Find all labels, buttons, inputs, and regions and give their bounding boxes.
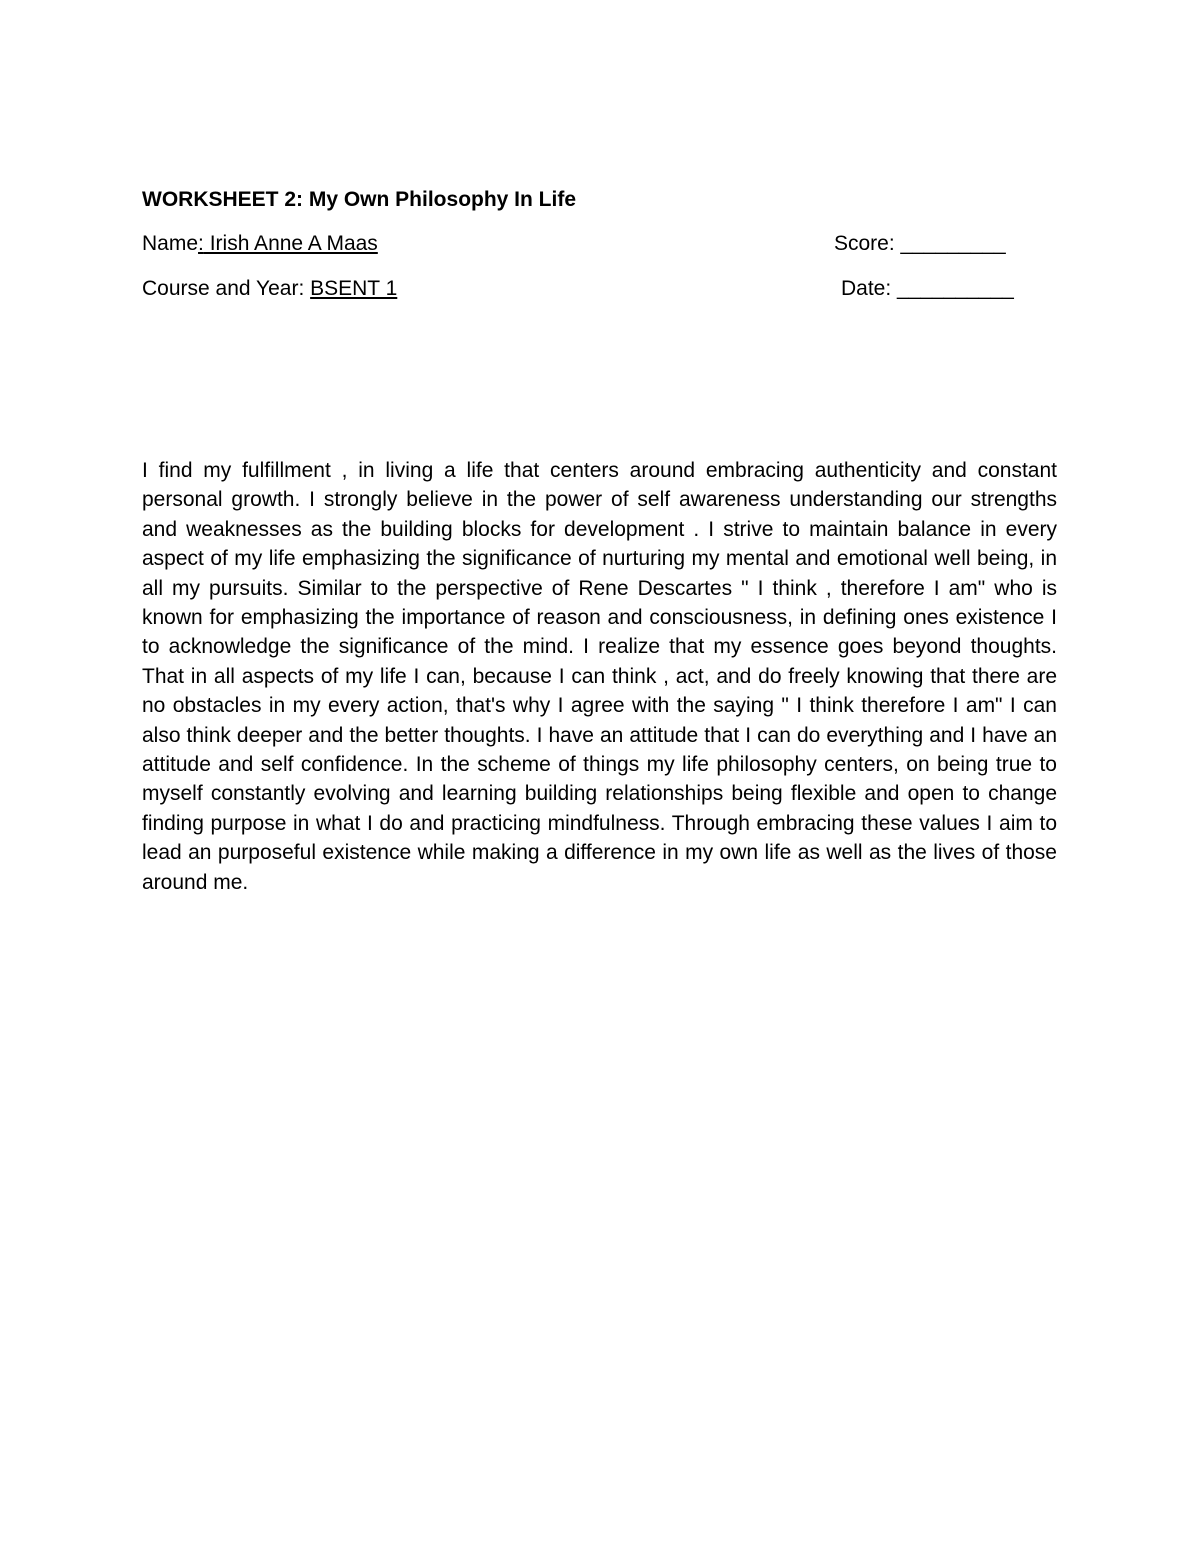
name-field xyxy=(142,232,378,256)
name-colon: : xyxy=(198,232,204,255)
date-label: Date: xyxy=(841,277,898,300)
course-value: BSENT 1 xyxy=(310,277,398,300)
course-label: Course and Year: xyxy=(142,277,311,300)
course-year-field xyxy=(142,277,397,301)
score-field xyxy=(834,232,1006,256)
worksheet-title: WORKSHEET 2: My Own Philosophy In Life xyxy=(142,188,577,211)
name-value: Irish Anne A Maas xyxy=(203,232,378,255)
date-field xyxy=(841,277,1014,301)
date-blank: __________ xyxy=(897,277,1014,300)
name-label: Name xyxy=(142,232,199,255)
essay-paragraph: I find my fulfillment , in living a life that centers around embracing authenticity and constant personal growth. I strongly believe in the power of self awareness understanding our strengths and weaknesses as the building blocks for development . I strive to maintain balance in every aspect of my life emphasizing the significance of nurturing my mental and emotional well being, in all my pursuits. Similar to the perspective of Rene Descartes " I think , therefore I am" who is known for emphasizing the importance of reason and consciousness, in defining ones existence I to acknowledge the significance of the mind. I realize that my essence goes beyond thoughts. That in all aspects of my life I can, because I can think , act, and do freely knowing that there are no obstacles in my every action, that's why I agree with the saying " I think therefore I am" I can also think deeper and the better thoughts. I have an attitude that I can do everything and I have an attitude and self confidence. In the scheme of things my life philosophy centers, on being true to myself constantly evolving and learning building relationships being flexible and open to change finding purpose in what I do and practicing mindfulness. Through embracing these values I aim to lead an purposeful existence while making a difference in my own life as well as the lives of those around me. xyxy=(142,459,1057,894)
score-label: Score: xyxy=(834,232,901,255)
score-blank: _________ xyxy=(900,232,1006,255)
